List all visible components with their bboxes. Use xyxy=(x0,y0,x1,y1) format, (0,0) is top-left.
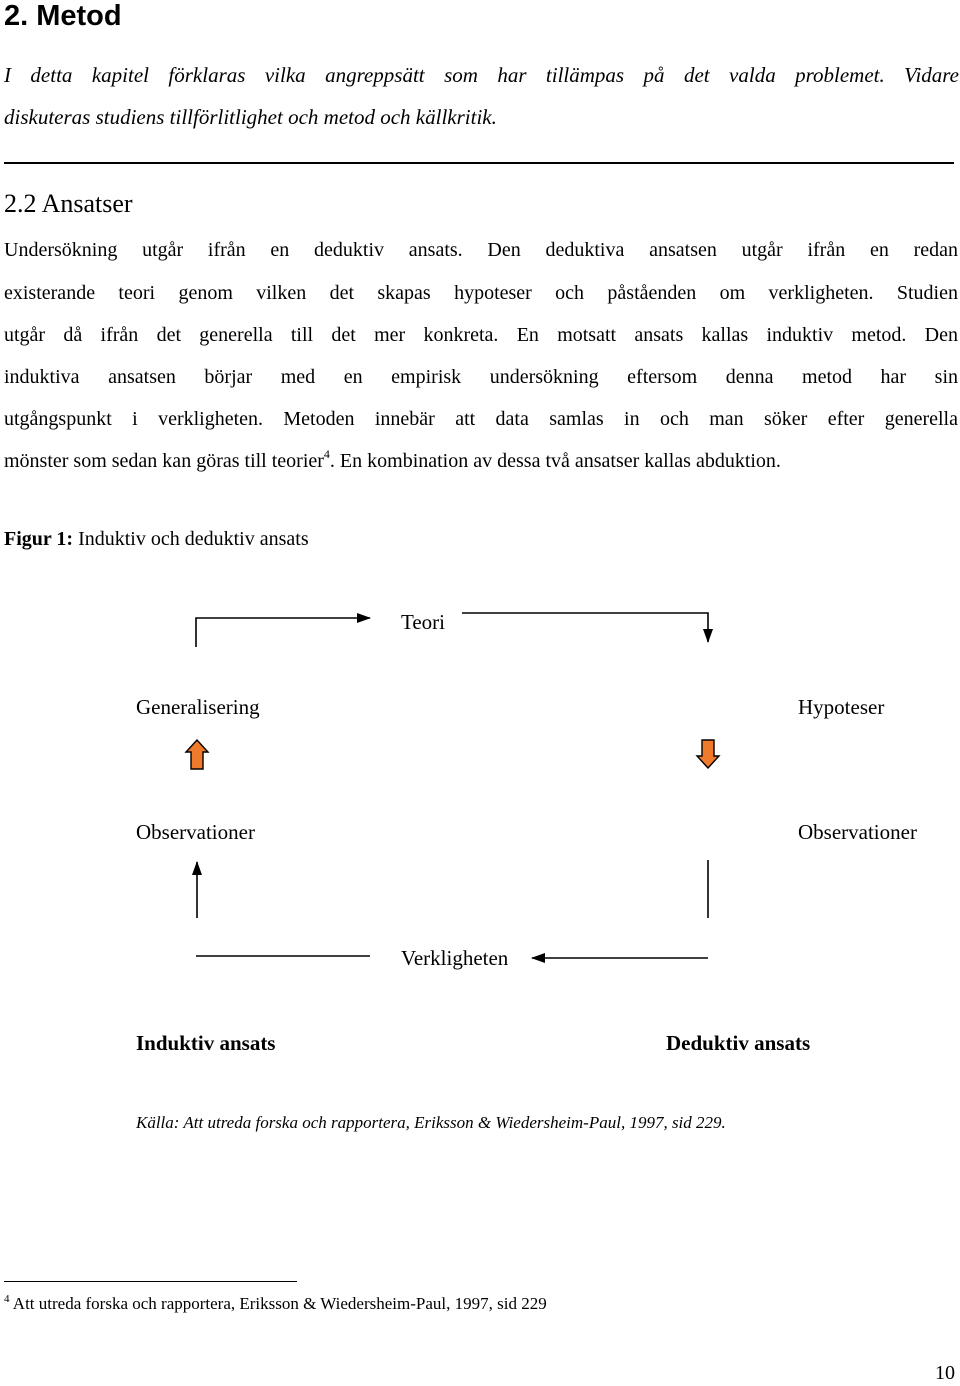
figure-source: Källa: Att utreda forska och rapportera, Eriksson & Wiedersheim-Paul, 1997, sid 229. xyxy=(136,1113,726,1132)
body-line-4: induktiva ansatsen börjar med en empirisk undersökning eftersom denna metod har sin xyxy=(4,366,958,388)
body-line-3: utgår då ifrån det generella till det mer konkreta. En motsatt ansats kallas induktiv metod. Den xyxy=(4,324,958,346)
block-arrow-up xyxy=(186,740,208,769)
node-teori: Teori xyxy=(401,610,446,634)
footnote-number: 4 xyxy=(4,1293,10,1305)
footnote xyxy=(4,1290,547,1318)
body-line-6 xyxy=(4,446,958,476)
figure-label: Figur 1: xyxy=(4,528,74,550)
footnote-text: Att utreda forska och rapportera, Eriksson & Wiedersheim-Paul, 1997, sid 229 xyxy=(9,1294,547,1313)
node-hypoteser: Hypoteser xyxy=(798,695,885,719)
footnote-divider xyxy=(4,1281,297,1282)
deduction-arrow-from-teori xyxy=(462,613,708,642)
section-title: 2.2 Ansatser xyxy=(4,189,133,218)
figure-title: Induktiv och deduktiv ansats xyxy=(73,528,309,550)
node-observationer-left: Observationer xyxy=(136,820,255,844)
section-divider xyxy=(4,162,954,164)
intro-line-1: I detta kapitel förklaras vilka angreppsätt som har tillämpas på det valda problemet. Vidare xyxy=(4,63,959,87)
body-line-1: Undersökning utgår ifrån en deduktiv ansats. Den deduktiva ansatsen utgår ifrån en redan xyxy=(4,239,958,261)
node-observationer-right: Observationer xyxy=(798,820,917,844)
body-line-2: existerande teori genom vilken det skapas hypoteser och påståenden om verkligheten. Studien xyxy=(4,282,958,304)
figure-caption xyxy=(4,524,309,554)
node-generalisering: Generalisering xyxy=(136,695,260,719)
body-line-6-tail: . En kombination av dessa två ansatser kallas abduktion. xyxy=(329,450,781,472)
intro-line-2: diskuteras studiens tillförlitlighet och metod och källkritik. xyxy=(4,105,497,129)
footnote-reference[interactable]: 4 xyxy=(323,447,330,461)
page-number: 10 xyxy=(935,1362,955,1384)
induction-arrow-to-teori xyxy=(196,618,370,647)
body-line-5: utgångspunkt i verkligheten. Metoden innebär att data samlas in och man söker efter generella xyxy=(4,408,958,430)
label-deduktiv: Deduktiv ansats xyxy=(666,1031,811,1055)
chapter-title: 2. Metod xyxy=(4,0,122,32)
node-verkligheten: Verkligheten xyxy=(401,946,509,970)
body-line-6-text: mönster som sedan kan göras till teorier xyxy=(4,450,324,472)
block-arrow-down xyxy=(697,740,719,768)
label-induktiv: Induktiv ansats xyxy=(136,1031,276,1055)
